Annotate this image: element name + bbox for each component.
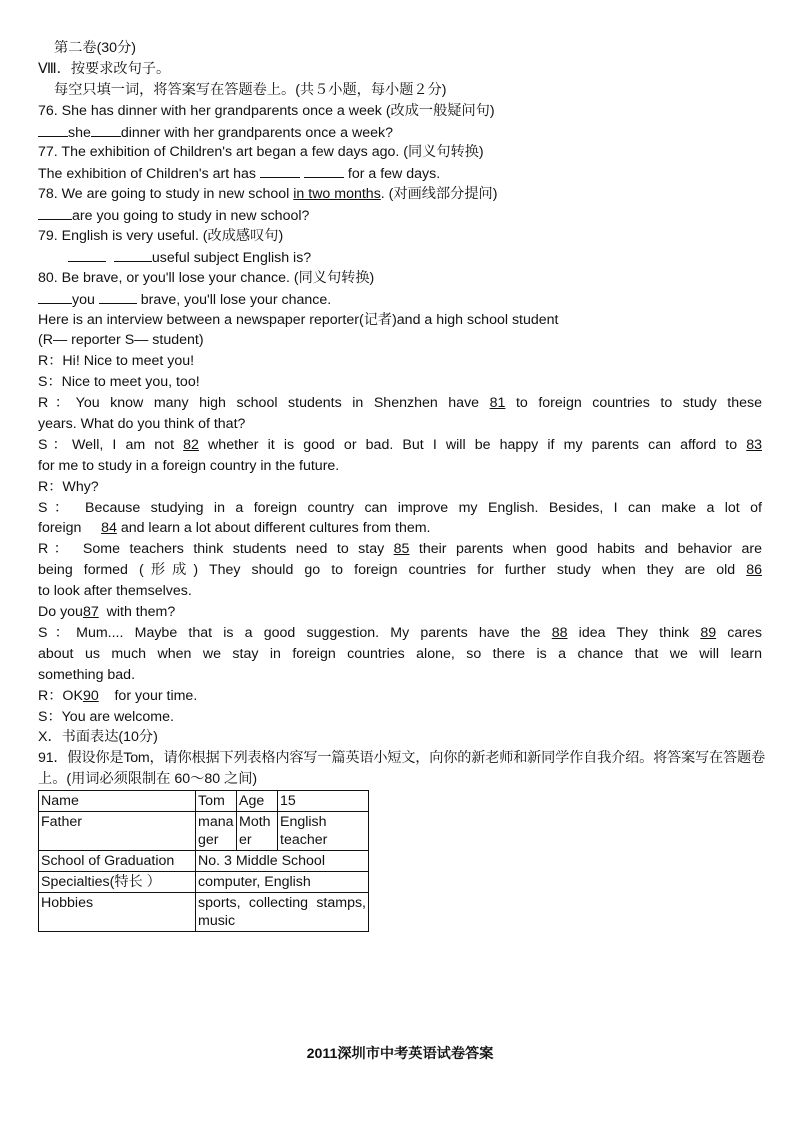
interview-intro: Here is an interview between a newspaper reporter(记者)and a high school student xyxy=(38,311,559,328)
dialogue-r1: R：Hi! Nice to meet you! xyxy=(38,353,195,370)
answer-79: useful subject English is? xyxy=(38,247,762,268)
dialogue-s4-cont2: something bad. xyxy=(38,666,136,683)
table-cell: computer, English xyxy=(196,872,369,893)
table-row xyxy=(39,872,369,893)
dialogue-s2-cont: for me to study in a foreign country in the future. xyxy=(38,457,340,474)
blank xyxy=(99,289,137,304)
table-cell: sports, collecting stamps, music xyxy=(196,893,369,932)
dialogue-s3-cont: foreign 84 and learn a lot about different cultures from them. xyxy=(38,520,431,537)
blank-87: 87 xyxy=(82,604,99,621)
dialogue-r4-cont2: to look after themselves. xyxy=(38,583,192,600)
question-76: 76. She has dinner with her grandparents once a week (改成一般疑问句) xyxy=(38,102,495,119)
blank xyxy=(38,205,72,220)
dialogue-r4: R： Some teachers think students need to stay 85 their parents when good habits and behavior are xyxy=(38,541,762,558)
info-table xyxy=(38,790,369,932)
table-cell: Specialties(特长 ） xyxy=(39,872,196,893)
dialogue-s5: S：You are welcome. xyxy=(38,708,174,725)
answer-76: she dinner with her grandparents once a week? xyxy=(38,122,762,143)
table-cell: manager xyxy=(196,812,237,851)
table-cell: Tom xyxy=(196,791,237,812)
dialogue-r2-cont: years. What do you think of that? xyxy=(38,416,246,433)
interview-roles: (R— reporter S— student) xyxy=(38,332,204,349)
dialogue-s3: S： Because studying in a foreign country can improve my English. Besides, I can make a lot of xyxy=(38,499,762,516)
blank xyxy=(38,289,72,304)
blank xyxy=(304,163,344,178)
dialogue-r5: R：OK90 for your time. xyxy=(38,687,198,704)
blank xyxy=(114,247,152,262)
table-cell: English teacher xyxy=(278,812,369,851)
table-cell: Hobbies xyxy=(39,893,196,932)
blank-90: 90 xyxy=(82,687,99,704)
blank xyxy=(68,247,106,262)
section10-heading: X．书面表达(10分) xyxy=(38,729,158,746)
table-cell: Age xyxy=(237,791,278,812)
answer-key-title: 2011深圳市中考英语试卷答案 xyxy=(306,1046,494,1062)
table-cell: Mother xyxy=(237,812,278,851)
question-77: 77. The exhibition of Children's art began a few days ago. (同义句转换) xyxy=(38,144,484,161)
answer-80: you brave, you'll lose your chance. xyxy=(38,289,762,310)
blank-81: 81 xyxy=(489,395,506,412)
question-80: 80. Be brave, or you'll lose your chance. (同义句转换) xyxy=(38,269,375,286)
dialogue-r4-question: Do you87 with them? xyxy=(38,604,176,621)
table-row xyxy=(39,812,369,851)
dialogue-s4-cont: about us much when we stay in foreign countries alone, so there is a chance that we will learn xyxy=(38,645,762,662)
table-cell: Father xyxy=(39,812,196,851)
table-row xyxy=(39,893,369,932)
blank xyxy=(91,122,121,137)
section8-heading: Ⅷ．按要求改句子。 xyxy=(38,60,171,77)
table-row xyxy=(39,851,369,872)
blank-85: 85 xyxy=(393,541,410,558)
dialogue-s4: S：Mum.... Maybe that is a good suggestion. My parents have the 88 idea They think 89 cares xyxy=(38,624,762,641)
answer-77: The exhibition of Children's art has for a few days. xyxy=(38,163,762,184)
dialogue-s1: S：Nice to meet you, too! xyxy=(38,374,200,391)
question-79: 79. English is very useful. (改成感叹句) xyxy=(38,228,284,245)
table-cell: 15 xyxy=(278,791,369,812)
table-cell: No. 3 Middle School xyxy=(196,851,369,872)
exam-page xyxy=(38,38,765,932)
section8-instruction: 每空只填一词，将答案写在答题卷上。(共５小题，每小题２分) xyxy=(54,81,447,98)
dialogue-r4-cont: being formed (形成) They should go to foreign countries for further study when they are old 86 xyxy=(38,562,762,579)
blank xyxy=(260,163,300,178)
table-cell: Name xyxy=(39,791,196,812)
dialogue-s2: S：Well, I am not 82 whether it is good or bad. But I will be happy if my parents can afford to 83 xyxy=(38,436,762,453)
question-91: 91．假设你是Tom，请你根据下列表格内容写一篇英语小短文，向你的新老师和新同学作自我介绍。将答案写在答题卷 xyxy=(38,750,765,767)
blank-88: 88 xyxy=(551,624,568,641)
part2-title: 第二卷(30分) xyxy=(54,40,136,56)
blank-84: 84 xyxy=(101,520,117,537)
blank-86: 86 xyxy=(746,562,762,579)
table-cell: School of Graduation xyxy=(39,851,196,872)
question-91-cont: 上。(用词必须限制在 60～80 之间) xyxy=(38,771,258,788)
question-78: 78. We are going to study in new school in two months. (对画线部分提问) xyxy=(38,186,498,203)
blank xyxy=(38,122,68,137)
answer-78: are you going to study in new school? xyxy=(38,205,762,226)
underlined-phrase: in two months xyxy=(293,186,381,203)
blank-83: 83 xyxy=(746,436,762,453)
blank-89: 89 xyxy=(700,624,717,641)
table-row xyxy=(39,791,369,812)
blank-82: 82 xyxy=(183,436,199,453)
dialogue-r2: R：You know many high school students in Shenzhen have 81 to foreign countries to study these xyxy=(38,395,762,412)
dialogue-r3: R：Why? xyxy=(38,478,99,495)
